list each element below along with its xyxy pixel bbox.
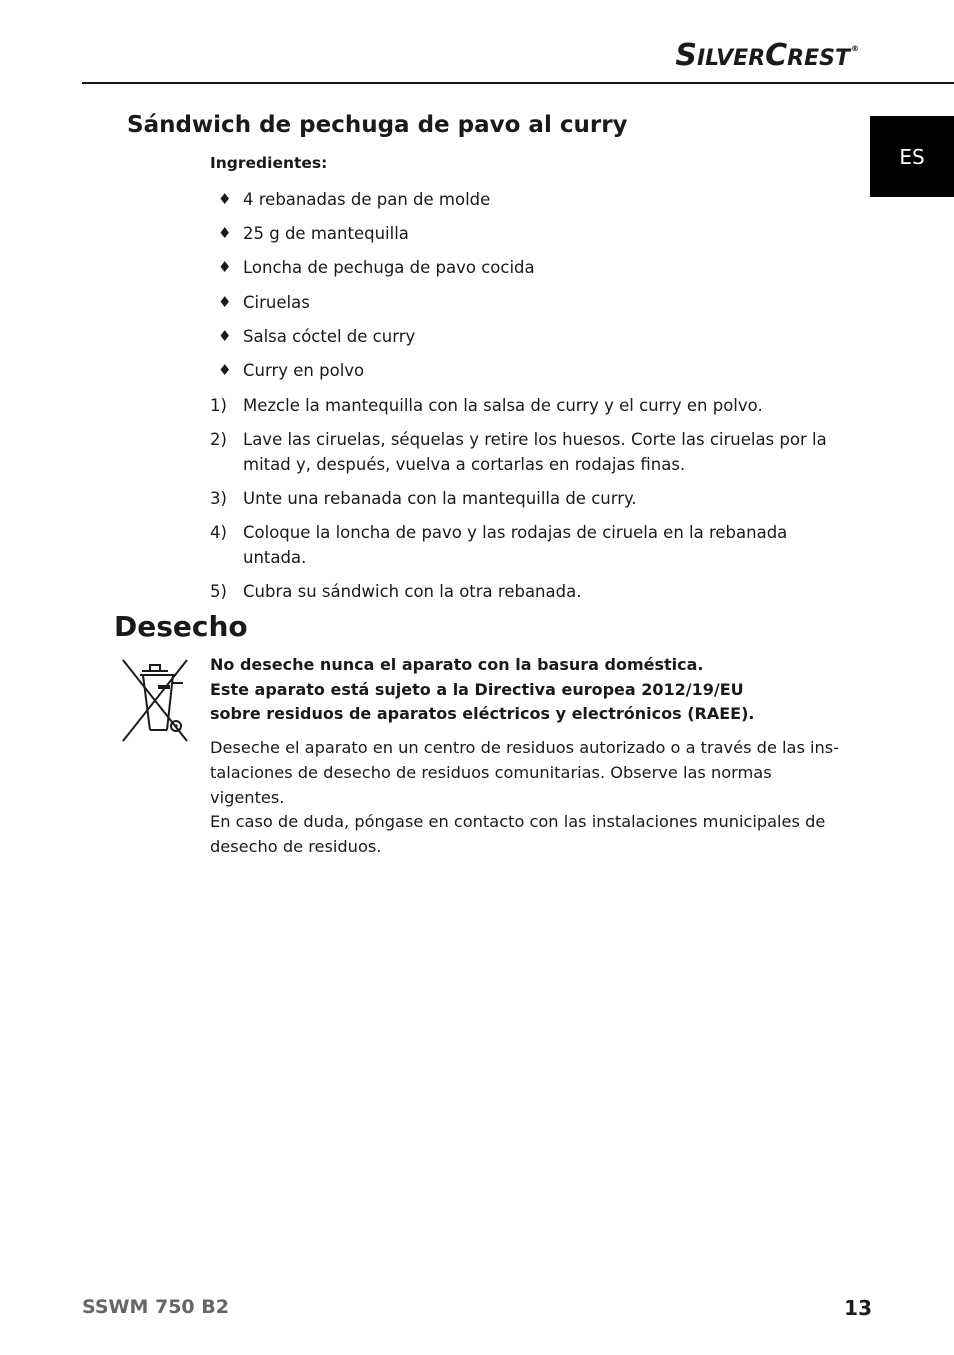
step-number: 3)	[210, 489, 227, 508]
step-number: 5)	[210, 582, 227, 601]
steps-list	[210, 393, 850, 613]
list-item	[218, 190, 535, 224]
step-item	[210, 486, 850, 511]
step-text: Mezcle la mantequilla con la salsa de curry y el curry en polvo.	[243, 396, 763, 415]
brand-logo-letter-c: C	[765, 38, 788, 73]
ingredient-text: 25 g de mantequilla	[243, 224, 409, 244]
list-item	[218, 258, 535, 292]
ingredients-list	[218, 190, 535, 395]
warning-line: sobre residuos de aparatos eléctricos y electrónicos (RAEE).	[210, 704, 755, 723]
brand-logo-text-rest: REST	[787, 46, 850, 71]
ingredients-label: Ingredientes:	[210, 154, 328, 172]
ingredient-text: Loncha de pechuga de pavo cocida	[243, 258, 535, 278]
brand-logo-text-ilver: ILVER	[696, 46, 766, 71]
body-line: En caso de duda, póngase en contacto con las instalaciones municipales de	[210, 812, 826, 832]
step-text: Coloque la loncha de pavo y las rodajas de ciruela en la rebanada untada.	[243, 523, 788, 567]
disposal-warning	[210, 653, 850, 727]
recipe-title: Sándwich de pechuga de pavo al curry	[127, 112, 628, 138]
body-line: talaciones de desecho de residuos comunitarias. Observe las normas vigentes.	[210, 762, 772, 807]
step-item	[210, 520, 850, 570]
warning-line: Este aparato está sujeto a la Directiva europea 2012/19/EU	[210, 679, 744, 699]
disposal-title: Desecho	[114, 610, 248, 643]
list-item	[218, 224, 535, 258]
step-item	[210, 579, 850, 604]
crossed-out-wheelie-bin-icon	[120, 655, 190, 745]
list-item	[218, 293, 535, 327]
diamond-bullet-icon: ♦	[218, 190, 232, 208]
brand-logo-letter-s: S	[675, 38, 697, 73]
header-rule	[82, 82, 954, 84]
step-number: 2)	[210, 430, 227, 449]
ingredient-text: Ciruelas	[243, 292, 310, 312]
step-text: Lave las ciruelas, séquelas y retire los huesos. Corte las ciruelas por la mitad y, después, vuelva a cortarlas en rodajas finas.	[243, 430, 827, 474]
language-tab-label: ES	[899, 144, 925, 169]
diamond-bullet-icon: ♦	[218, 360, 232, 379]
diamond-bullet-icon: ♦	[218, 258, 232, 277]
diamond-bullet-icon: ♦	[218, 292, 232, 311]
diamond-bullet-icon: ♦	[218, 326, 232, 345]
ingredient-text: Curry en polvo	[243, 360, 365, 380]
warning-line: No deseche nunca el aparato con la basura doméstica.	[210, 655, 704, 674]
ingredient-text: 4 rebanadas de pan de molde	[243, 190, 491, 209]
step-item	[210, 427, 850, 477]
body-line: desecho de residuos.	[210, 837, 382, 857]
step-text: Unte una rebanada con la mantequilla de curry.	[243, 489, 637, 508]
disposal-body	[210, 736, 840, 860]
step-text: Cubra su sándwich con la otra rebanada.	[243, 582, 582, 601]
footer-model: SSWM 750 B2	[82, 1296, 229, 1318]
registered-mark: ®	[851, 44, 859, 53]
body-line: Deseche el aparato en un centro de residuos autorizado o a través de las ins-	[210, 738, 840, 757]
ingredient-text: Salsa cóctel de curry	[243, 326, 416, 346]
brand-logo	[675, 38, 858, 73]
list-item	[218, 327, 535, 361]
diamond-bullet-icon: ♦	[218, 224, 232, 243]
page-number: 13	[844, 1296, 872, 1320]
step-number: 4)	[210, 523, 227, 542]
list-item	[218, 361, 535, 395]
step-item	[210, 393, 850, 418]
step-number: 1)	[210, 396, 227, 415]
language-tab	[870, 116, 954, 197]
